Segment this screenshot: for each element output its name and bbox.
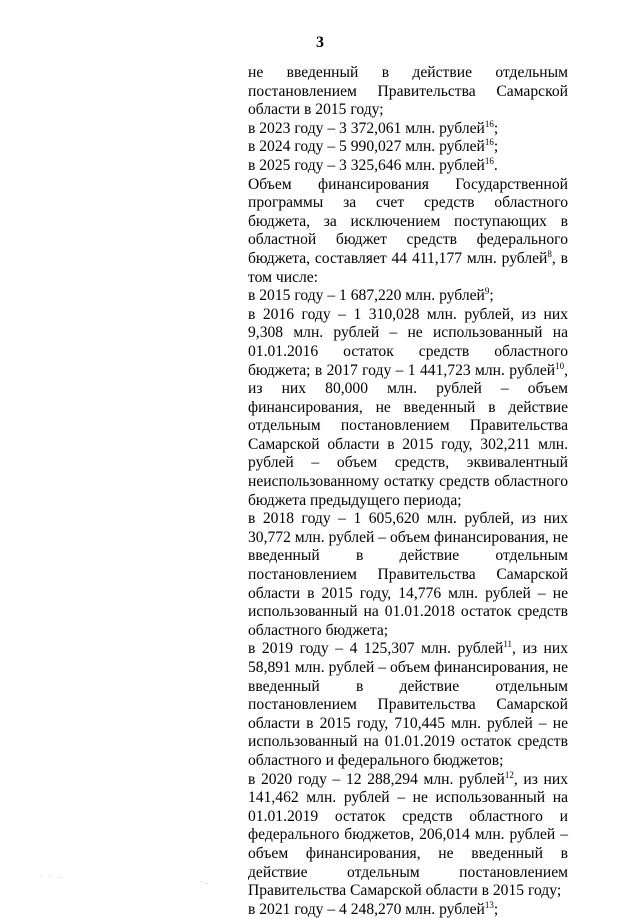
footnote-ref: 16: [484, 118, 494, 129]
paragraph: в 2024 году – 5 990,027 млн. рублей$^{16}$;: [248, 137, 499, 156]
footnote-ref: 16: [484, 155, 494, 166]
paragraph: в 2023 году – 3 372,061 млн. рублей$^{16}$;: [248, 118, 499, 137]
footnote-ref: 10: [555, 360, 565, 371]
paragraph: в 2016 году – 1 310,028 млн. рублей, из них 9,308 млн. рублей – не использованный на 01.01.2016 остаток средств областного бюджета; в 2017 году – 1 441,723 млн. рублей$^{10}$, из них 80,000 млн. рублей – объем финансирования, не введенный в действие отдельным постановлением Правительства Самарской области в 2015 году, 302,211 млн. рублей – объем средств, эквивалентный неиспользованному остатку средств областного бюджета предыдущего периода;: [248, 305, 568, 509]
footnote-ref: 13: [484, 899, 494, 910]
footnote-ref: 9: [484, 286, 490, 297]
document-body: [248, 64, 568, 919]
paragraph: в 2018 году – 1 605,620 млн. рублей, из них 30,772 млн. рублей – объем финансирования, не введенный в действие отдельным постановлением Правительства Самарской области в 2015 году, 14,776 млн. рублей – не использованный на 01.01.2018 остаток средств областного бюджета;: [248, 510, 568, 639]
paragraph: в 2020 году – 12 288,294 млн. рублей$^{12}$, из них 141,462 млн. рублей – не использованный на 01.01.2019 остаток средств областного и федерального бюджетов, 206,014 млн. рублей – объем финансирования, не введенный в действие отдельным постановлением Правительства Самарской области в 2015 году;: [248, 769, 569, 900]
footnote-ref: 16: [484, 137, 494, 148]
scan-artifact: · · ‥: [40, 872, 64, 880]
page-number: 3: [316, 34, 324, 51]
scan-artifact: ·‥: [200, 878, 211, 886]
footnote-ref: 11: [503, 639, 513, 650]
paragraph: в 2015 году – 1 687,220 млн. рублей$^9$;: [248, 286, 494, 305]
paragraph: в 2021 году – 4 248,270 млн. рублей$^{13}$;: [248, 899, 499, 918]
footnote-ref: 12: [504, 769, 514, 780]
paragraph: Объем финансирования Государственной программы за счет средств областного бюджета, за исключением поступающих в областной бюджет средств федерального бюджета, составляет 44 411,177 млн. рублей$^8$, в том числе:: [248, 175, 568, 286]
paragraph: в 2019 году – 4 125,307 млн. рублей$^{11}$, из них 58,891 млн. рублей – объем финансирования, не введенный в действие отдельным постановлением Правительства Самарской области в 2015 году, 710,445 млн. рублей – не использованный на 01.01.2019 остаток средств областного и федерального бюджетов;: [248, 639, 568, 769]
footnote-ref: 8: [547, 248, 552, 259]
paragraph: не введенный в действие отдельным постановлением Правительства Самарской области в 2015 году;: [248, 64, 568, 119]
paragraph: в 2025 году – 3 325,646 млн. рублей$^{16}$.: [248, 155, 498, 174]
